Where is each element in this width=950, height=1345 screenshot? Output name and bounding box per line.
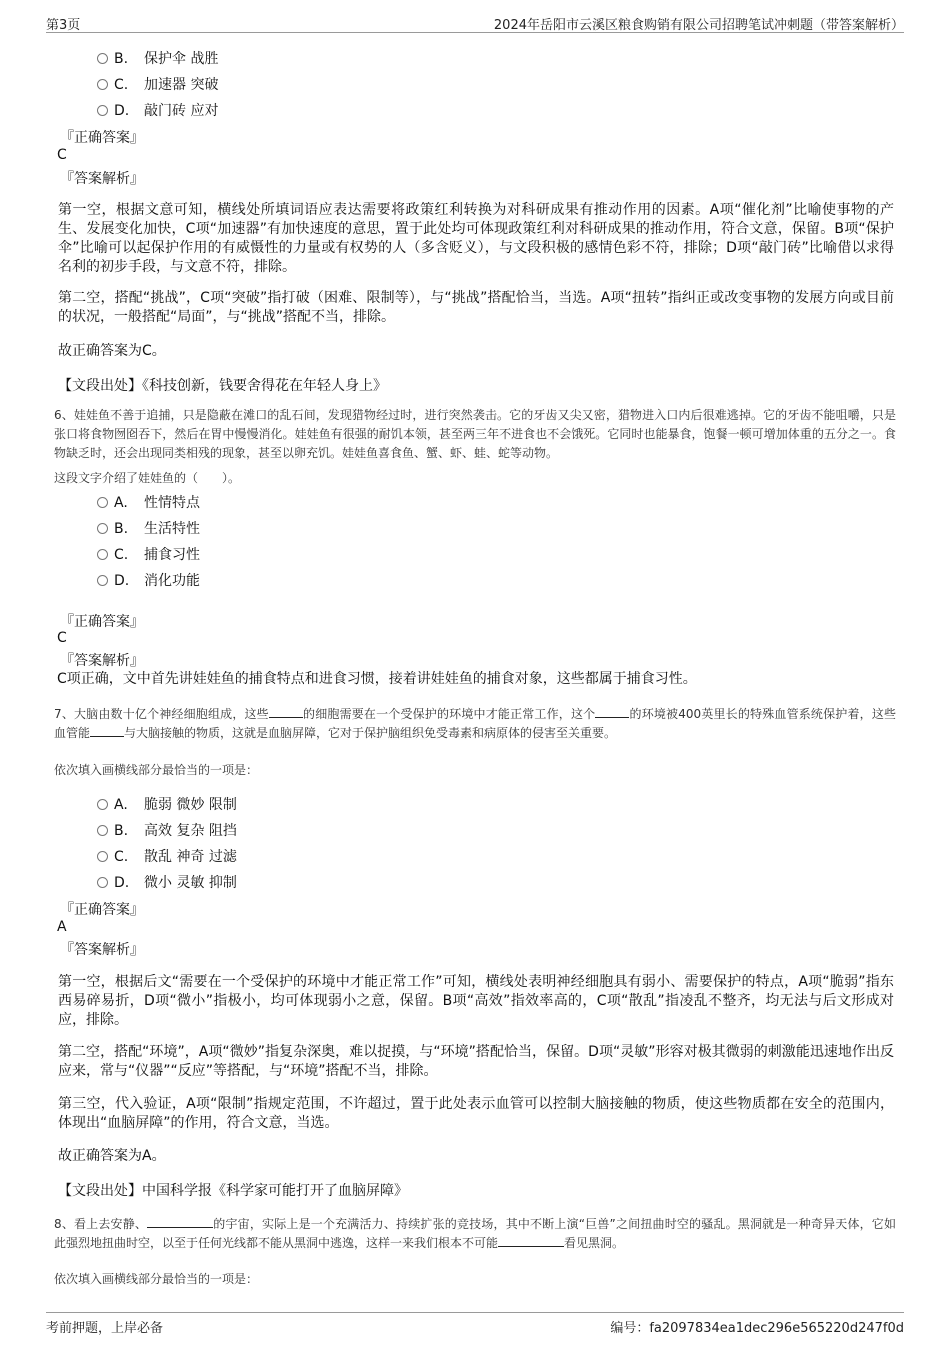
document-code: 编号：fa2097834ea1dec296e565220d247f0d [610,1321,904,1336]
q5-source: 【文段出处】《科技创新，钱要舍得花在年轻人身上》 [58,378,387,394]
q7-analysis-label: 『答案解析』 [60,942,144,958]
q8-question-text: 8、看上去安静、 的宇宙，实际上是一个充满活力、持续扩张的竞技场，其中不断上演“巨兽”之间扭曲时空的骚乱。黑洞就是一种奇异天体，它如此强烈地扭曲时空，以至于任何光线都不能从黑洞中逃逸，这样一来我们根本不可能 看见黑洞。 [54,1217,896,1250]
q7-option-c[interactable]: C. 散乱 神奇 过滤 [97,846,237,866]
q6-prompt: 这段文字介绍了娃娃鱼的（ ）。 [54,471,241,485]
q5-option-d[interactable]: D. 敲门砖 应对 [97,100,218,120]
radio-icon[interactable] [97,53,108,64]
q7-option-d[interactable]: D. 微小 灵敏 抑制 [97,872,237,892]
q6-option-a[interactable]: A. 性情特点 [97,492,200,512]
radio-icon[interactable] [97,825,108,836]
q7-analysis-p2: 第二空，搭配“环境”，A项“微妙”指复杂深奥，难以捉摸，与“环境”搭配恰当，保留。D项“灵敏”形容对极其微弱的刺激能迅速地作出反应来，常与“仪器”“反应”等搭配，与“环境”搭配不当，排除。 [58,1044,894,1079]
q5-analysis-p2: 第二空，搭配“挑战”，C项“突破”指打破（困难、限制等），与“挑战”搭配恰当，当选。A项“扭转”指纠正或改变事物的发展方向或目前的状况，一般搭配“局面”，与“挑战”搭配不当，排除。 [58,290,894,325]
page-footer [46,1312,904,1337]
q7-analysis-p1: 第一空，根据后文“需要在一个受保护的环境中才能正常工作”可知，横线处表明神经细胞具有弱小、需要保护的特点，A项“脆弱”指东西易碎易折，D项“微小”指极小，均可体现弱小之意，保留。B项“高效”指效率高的，C项“散乱”指凌乱不整齐，均无法与后文形成对应，排除。 [58,974,894,1028]
radio-icon[interactable] [97,575,108,586]
radio-icon[interactable] [97,851,108,862]
q6-option-b[interactable]: B. 生活特性 [97,518,200,538]
q6-answer-label: 『正确答案』 [60,614,144,630]
page-number: 第3页 [46,18,81,33]
footer-slogan: 考前押题，上岸必备 [46,1321,164,1336]
q6-option-d[interactable]: D. 消化功能 [97,570,200,590]
q7-option-b[interactable]: B. 高效 复杂 阻挡 [97,820,237,840]
q5-answer-label: 『正确答案』 [60,130,144,146]
q7-prompt: 依次填入画横线部分最恰当的一项是： [54,763,259,777]
blank-line [498,1234,564,1247]
document-title: 2024年岳阳市云溪区粮食购销有限公司招聘笔试冲刺题（带答案解析） [493,18,904,33]
q7-option-a[interactable]: A. 脆弱 微妙 限制 [97,794,237,814]
blank-line [90,724,124,737]
q7-question-text: 7、大脑由数十亿个神经细胞组成，这些 的细胞需要在一个受保护的环境中才能正常工作，这个 的环境被400英里长的特殊血管系统保护着，这些血管能 与大脑接触的物质，这就是血脑屏障，它对于保护脑组织免受毒素和病原体的侵害至关重要。 [54,707,897,740]
q7-analysis-p3: 第三空，代入验证，A项“限制”指规定范围，不许超过，置于此处表示血管可以控制大脑接触的物质，使这些物质都在安全的范围内，体现出“血脑屏障”的作用，符合文意，当选。 [58,1096,894,1131]
q6-analysis: C项正确，文中首先讲娃娃鱼的捕食特点和进食习惯，接着讲娃娃鱼的捕食对象，这些都属于捕食习性。 [57,671,697,687]
radio-icon[interactable] [97,523,108,534]
q6-answer: C [57,630,67,646]
q5-option-b[interactable]: B. 保护伞 战胜 [97,48,218,68]
blank-line [595,705,629,718]
radio-icon[interactable] [97,877,108,888]
q7-answer-label: 『正确答案』 [60,902,144,918]
q7-source: 【文段出处】中国科学报《科学家可能打开了血脑屏障》 [58,1183,408,1199]
q5-option-c[interactable]: C. 加速器 突破 [97,74,218,94]
radio-icon[interactable] [97,799,108,810]
q5-analysis-p3: 故正确答案为C。 [58,343,166,359]
blank-line [269,705,303,718]
radio-icon[interactable] [97,105,108,116]
q5-analysis-p1: 第一空，根据文意可知，横线处所填词语应表达需要将政策红利转换为对科研成果有推动作用的因素。A项“催化剂”比喻使事物的产生、发展变化加快，C项“加速器”有加快速度的意思，置于此处均可体现政策红利对科研成果的推动作用，符合文意，保留。B项“保护伞”比喻可以起保护作用的有威慑性的力量或有权势的人（多含贬义），与文段积极的感情色彩不符，排除；D项“敲门砖”比喻借以求得名利的初步手段，与文意不符，排除。 [58,202,894,275]
page-header [46,10,904,33]
q6-analysis-label: 『答案解析』 [60,653,144,669]
radio-icon[interactable] [97,549,108,560]
q6-option-c[interactable]: C. 捕食习性 [97,544,200,564]
q6-question-text: 6、娃娃鱼不善于追捕，只是隐蔽在滩口的乱石间，发现猎物经过时，进行突然袭击。它的牙齿又尖又密，猎物进入口内后很难逃掉。它的牙齿不能咀嚼，只是张口将食物囫囵吞下，然后在胃中慢慢消化。娃娃鱼有很强的耐饥本领，甚至两三年不进食也不会饿死。它同时也能暴食，饱餐一顿可增加体重的五分之一。食物缺乏时，还会出现同类相残的现象，甚至以卵充饥。娃娃鱼喜食鱼、蟹、虾、蛙、蛇等动物。 [54,408,896,460]
q5-analysis-label: 『答案解析』 [60,171,144,187]
blank-line [147,1215,213,1228]
q7-analysis-p4: 故正确答案为A。 [58,1148,166,1164]
q7-answer: A [57,919,67,935]
radio-icon[interactable] [97,497,108,508]
radio-icon[interactable] [97,79,108,90]
q8-prompt: 依次填入画横线部分最恰当的一项是： [54,1272,259,1286]
q5-answer: C [57,147,67,163]
